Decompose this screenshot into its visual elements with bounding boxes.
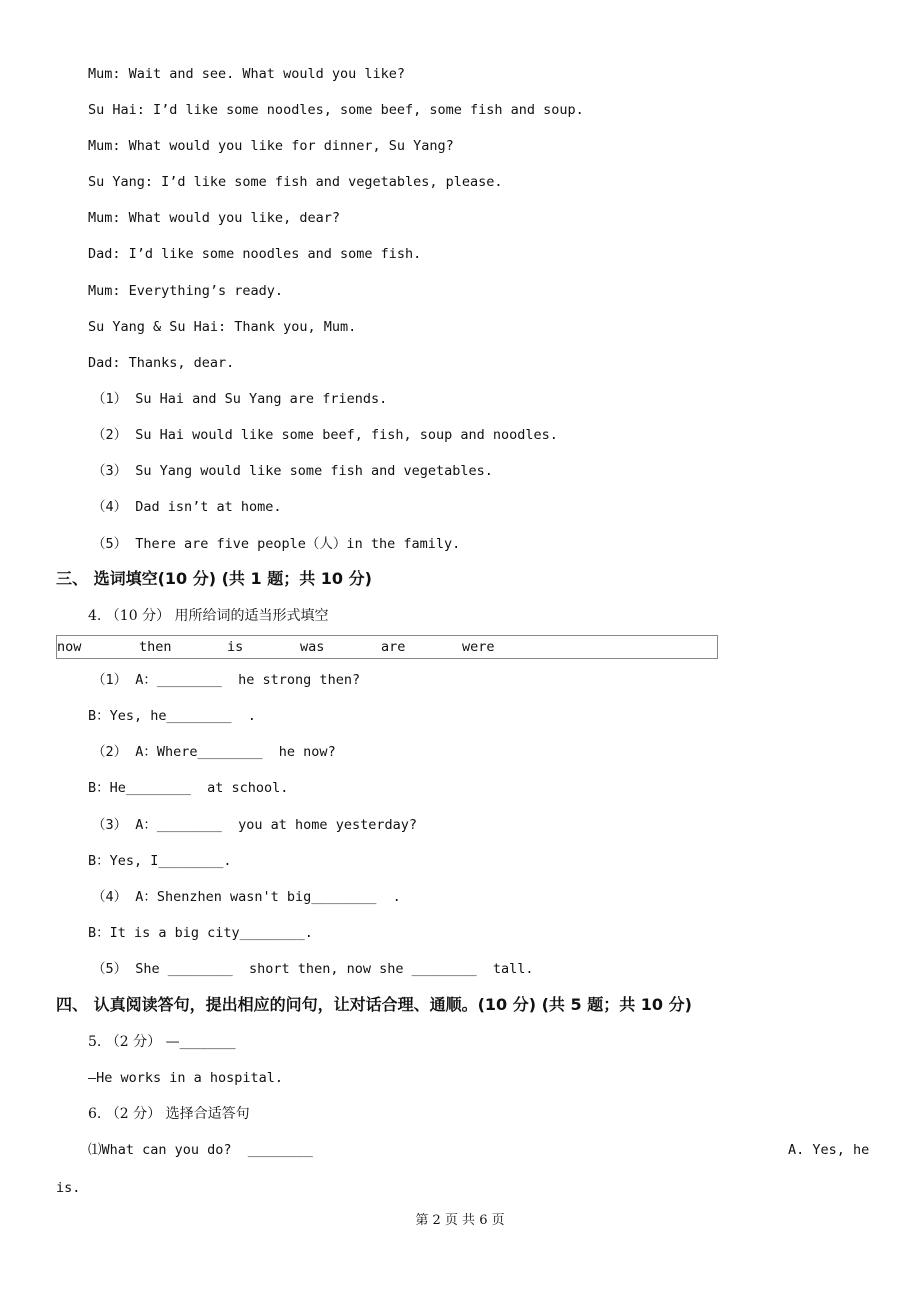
dialogue-line: Dad: Thanks, dear. xyxy=(88,355,235,371)
word-bank-item: are xyxy=(381,639,406,655)
fill-blank-line: B：Yes, he________ . xyxy=(88,708,256,724)
statement-item: （2） Su Hai would like some beef, fish, soup and noodles. xyxy=(92,427,558,443)
statement-item: （5） There are five people（人）in the family. xyxy=(92,536,461,552)
question4-title: 4. （10 分） 用所给词的适当形式填空 xyxy=(88,608,329,624)
dialogue-line: Su Yang: I’d like some fish and vegetables, please. xyxy=(88,174,503,190)
question6-line: ⑴What can you do? ________ xyxy=(88,1142,313,1158)
statement-item: （4） Dad isn’t at home. xyxy=(92,499,282,515)
question6-continuation: is. xyxy=(56,1180,81,1196)
dialogue-line: Su Yang & Su Hai: Thank you, Mum. xyxy=(88,319,357,335)
question6-title: 6. （2 分） 选择合适答句 xyxy=(88,1106,250,1122)
word-bank-box xyxy=(56,635,718,659)
fill-blank-line: B：It is a big city________. xyxy=(88,925,313,941)
fill-blank-line: B：Yes, I________. xyxy=(88,853,232,869)
dialogue-line: Mum: What would you like for dinner, Su Yang? xyxy=(88,138,454,154)
dialogue-line: Mum: Wait and see. What would you like? xyxy=(88,66,405,82)
question5-title: 5. （2 分） —________ xyxy=(88,1034,236,1050)
fill-blank-line: （3） A：________ you at home yesterday? xyxy=(92,817,417,833)
fill-blank-line: （1） A：________ he strong then? xyxy=(92,672,361,688)
fill-blank-line: （5） She ________ short then, now she ________ tall. xyxy=(92,961,534,977)
dialogue-line: Mum: What would you like, dear? xyxy=(88,210,340,226)
dialogue-line: Su Hai: I’d like some noodles, some beef, some fish and soup. xyxy=(88,102,584,118)
question6-option-a: A. Yes, he xyxy=(788,1142,870,1158)
statement-item: （1） Su Hai and Su Yang are friends. xyxy=(92,391,388,407)
word-bank-item: was xyxy=(300,639,325,655)
section3-heading: 三、 选词填空(10 分) (共 1 题；共 10 分) xyxy=(56,569,372,588)
word-bank-item: is xyxy=(227,639,244,655)
word-bank-item: were xyxy=(462,639,495,655)
fill-blank-line: （4） A：Shenzhen wasn't big________ . xyxy=(92,889,401,905)
fill-blank-line: （2） A：Where________ he now? xyxy=(92,744,336,760)
fill-blank-line: B：He________ at school. xyxy=(88,780,289,796)
question5-answer: —He works in a hospital. xyxy=(88,1070,284,1086)
word-bank-item: then xyxy=(139,639,172,655)
page-footer: 第 2 页 共 6 页 xyxy=(415,1213,505,1228)
dialogue-line: Dad: I’d like some noodles and some fish. xyxy=(88,246,422,262)
dialogue-line: Mum: Everything’s ready. xyxy=(88,283,284,299)
section4-heading: 四、 认真阅读答句，提出相应的问句，让对话合理、通顺。(10 分) (共 5 题；共 10 分) xyxy=(56,995,692,1014)
statement-item: （3） Su Yang would like some fish and vegetables. xyxy=(92,463,493,479)
word-bank-item: now xyxy=(57,639,82,655)
